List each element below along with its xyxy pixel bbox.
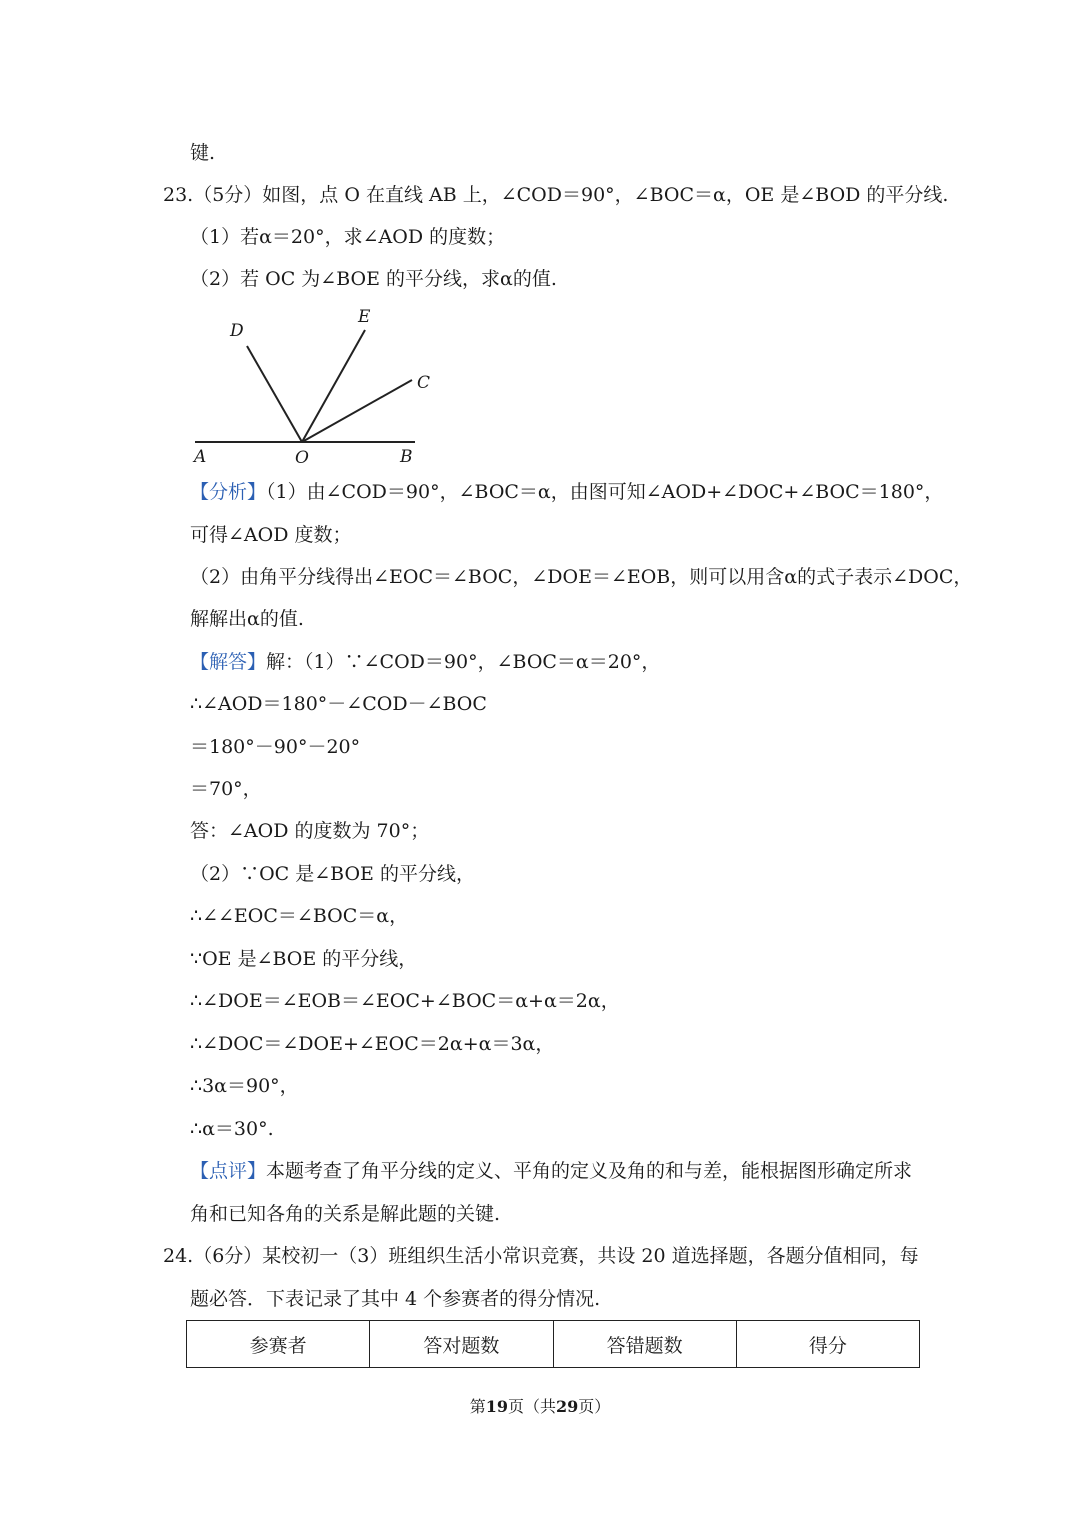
solution-line-8: ∵OE 是∠BOE 的平分线，: [190, 948, 418, 970]
label-o: O: [295, 448, 309, 468]
analysis-line-4: 解解出α的值.: [190, 608, 304, 630]
comment-line-2: 角和已知各角的关系是解此题的关键.: [190, 1203, 501, 1225]
page-footer: 第19页（共29页）: [469, 1397, 611, 1416]
solution-tag: 解答: [209, 651, 248, 673]
table-header-row: [187, 1321, 920, 1368]
label-a: A: [194, 447, 207, 467]
q23-part1: （1）若α＝20°，求∠AOD 的度数；: [190, 226, 506, 248]
solution-line-2: ∴∠AOD＝180°－∠COD－∠BOC: [190, 693, 487, 715]
geometry-figure: [180, 300, 440, 475]
analysis-line-1: 【分析】（1）由∠COD＝90°，∠BOC＝α，由图可知∠AOD+∠DOC+∠BOC＝180°，: [190, 481, 944, 503]
solution-line-7: ∴∠∠EOC＝∠BOC＝α，: [190, 905, 409, 927]
solution-line-12: ∴α＝30°.: [190, 1118, 274, 1140]
solution-line-10: ∴∠DOC＝∠DOE+∠EOC＝2α+α＝3α，: [190, 1033, 555, 1055]
analysis-tag: 分析: [209, 481, 248, 503]
label-b: B: [400, 447, 413, 467]
label-e: E: [358, 307, 371, 327]
table-header-cell: 答对题数: [370, 1321, 553, 1368]
q24-line-2: 题必答．下表记录了其中 4 个参赛者的得分情况.: [190, 1288, 601, 1310]
solution-line-3: ＝180°－90°－20°: [190, 736, 361, 758]
solution-line-5: 答：∠AOD 的度数为 70°；: [190, 820, 430, 842]
score-table: [186, 1320, 920, 1368]
total-page-number: 29: [556, 1397, 579, 1416]
label-d: D: [230, 321, 244, 341]
table-header-cell: 得分: [736, 1321, 919, 1368]
comment-tag: 点评: [209, 1160, 248, 1182]
analysis-line-2: 可得∠AOD 度数；: [190, 524, 352, 546]
solution-line-1: 【解答】解：（1）∵∠COD＝90°，∠BOC＝α＝20°，: [190, 651, 661, 673]
solution-line-6: （2）∵OC 是∠BOE 的平分线，: [190, 863, 475, 885]
q23-stem: 23.（5分）如图，点 O 在直线 AB 上，∠COD＝90°，∠BOC＝α，OE 是∠BOD 的平分线.: [163, 184, 949, 206]
table-header-cell: 参赛者: [187, 1321, 370, 1368]
q24-line-1: 24.（6分）某校初一（3）班组织生活小常识竞赛，共设 20 道选择题，各题分值相同，每: [163, 1245, 919, 1267]
previous-question-ending: 键.: [190, 142, 216, 164]
solution-line-11: ∴3α＝90°，: [190, 1075, 299, 1097]
comment-line-1: 【点评】本题考查了角平分线的定义、平角的定义及角的和与差，能根据图形确定所求: [190, 1160, 913, 1182]
solution-line-9: ∴∠DOE＝∠EOB＝∠EOC+∠BOC＝α+α＝2α，: [190, 990, 620, 1012]
analysis-line-3: （2）由角平分线得出∠EOC＝∠BOC，∠DOE＝∠EOB，则可以用含α的式子表示∠DOC，: [190, 566, 973, 588]
q23-part2: （2）若 OC 为∠BOE 的平分线，求α的值.: [190, 268, 557, 290]
ray-od: [247, 346, 302, 442]
table-header-cell: 答错题数: [553, 1321, 736, 1368]
solution-line-4: ＝70°，: [190, 778, 262, 800]
current-page-number: 19: [485, 1397, 508, 1416]
label-c: C: [417, 373, 431, 393]
